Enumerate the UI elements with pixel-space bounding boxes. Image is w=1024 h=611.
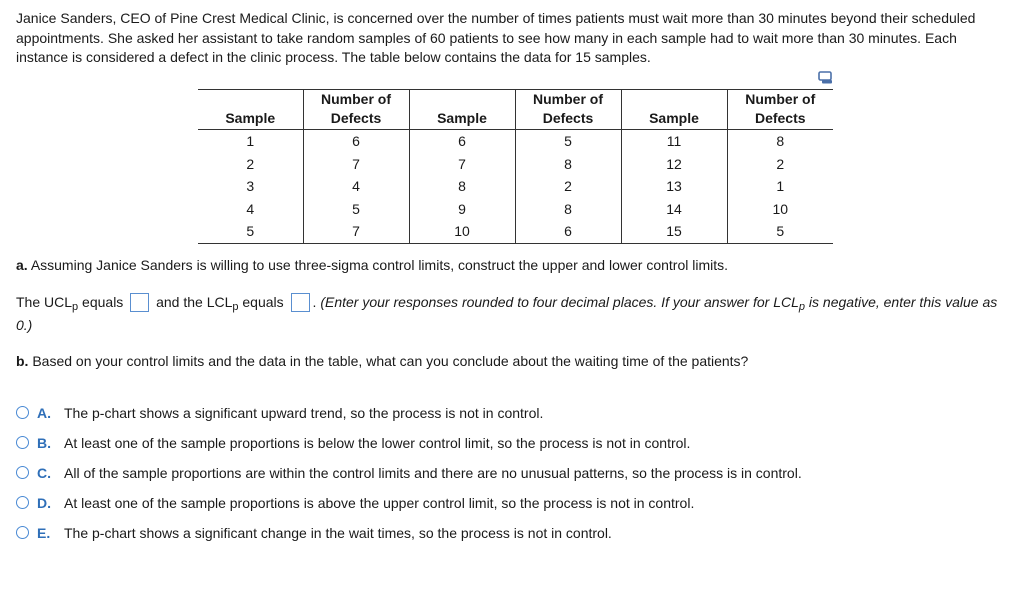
question-a-text: Assuming Janice Sanders is willing to use three-sigma control limits, construct the upper and lower control limits. [30, 257, 728, 273]
fill-text: . [312, 294, 321, 310]
header-defects-3: Number of Defects [727, 90, 833, 130]
question-b-label: b. [16, 353, 29, 369]
choice-text: At least one of the sample proportions is below the lower control limit, so the process is not in control. [64, 434, 691, 451]
table-cell: 8 [515, 198, 621, 221]
question-a [16, 256, 728, 274]
choice-b[interactable] [16, 428, 802, 458]
choice-letter: B. [37, 434, 51, 451]
table-cell: 1 [198, 130, 303, 153]
radio-button[interactable] [16, 436, 29, 449]
table-cell: 8 [515, 153, 621, 176]
table-cell: 5 [198, 220, 303, 243]
choice-d[interactable] [16, 488, 802, 518]
question-a-label: a. [16, 257, 28, 273]
ucl-input[interactable] [130, 293, 149, 312]
table-cell: 13 [621, 175, 727, 198]
table-cell: 2 [776, 155, 785, 172]
header-defects-1: Number of Defects [303, 90, 409, 130]
table-cell: 6 [409, 130, 515, 153]
choice-letter: A. [37, 404, 51, 421]
fill-text: equals [78, 294, 128, 310]
table-row [198, 220, 833, 243]
question-b-text: Based on your control limits and the data in the table, what can you conclude about the waiting time of the patients? [32, 353, 749, 369]
header-sample-2: Sample [409, 90, 515, 130]
problem-intro: Janice Sanders, CEO of Pine Crest Medical Clinic, is concerned over the number of times patients must wait more than 30 minutes beyond their scheduled appointments. She asked her assistant to take random samples of 60 patients to see how many in each sample had to wait more than 30 minutes. Each instance is considered a defect in the clinic process. The table below contains the data for 15 samples. [16, 10, 976, 65]
choice-text: The p-chart shows a significant upward trend, so the process is not in control. [64, 404, 544, 421]
fill-in-sentence [16, 291, 1012, 337]
table-cell: 6 [515, 220, 621, 243]
answer-choices [16, 398, 802, 547]
table-cell: 5 [515, 130, 621, 153]
table-cell: 8 [409, 175, 515, 198]
choice-letter: E. [37, 524, 51, 541]
header-sample-3: Sample [621, 90, 727, 130]
defects-table [198, 89, 833, 244]
copy-icon[interactable] [818, 71, 834, 85]
radio-button[interactable] [16, 496, 29, 509]
radio-button[interactable] [16, 406, 29, 419]
table-cell: 2 [515, 175, 621, 198]
table-cell: 8 [776, 133, 785, 149]
table-cell: 9 [409, 198, 515, 221]
radio-button[interactable] [16, 526, 29, 539]
table-cell: 7 [303, 220, 409, 243]
table-cell: 15 [621, 220, 727, 243]
fill-text: The UCL [16, 294, 73, 310]
header-defects-2: Number of Defects [515, 90, 621, 130]
header-sample-1: Sample [198, 90, 303, 130]
table-row [198, 153, 833, 176]
choice-text: The p-chart shows a significant change in the wait times, so the process is not in control. [64, 524, 612, 541]
fill-subscript: p [232, 301, 239, 313]
choice-text: At least one of the sample proportions is above the upper control limit, so the process is not in control. [64, 494, 695, 511]
choice-letter: D. [37, 494, 51, 511]
lcl-input[interactable] [291, 293, 310, 312]
radio-button[interactable] [16, 466, 29, 479]
choice-letter: C. [37, 464, 51, 481]
table-cell: 1 [776, 178, 785, 195]
table-cell: 4 [198, 198, 303, 221]
fill-text: and the LCL [152, 294, 233, 310]
table-cell: 4 [303, 175, 409, 198]
fill-text: equals [238, 294, 288, 310]
choice-e[interactable] [16, 518, 802, 548]
table-cell: 7 [409, 153, 515, 176]
instruction-note: (Enter your responses rounded to four decimal places. If your answer for $LCL_p$ is negative, enter this value as 0.) [16, 294, 998, 333]
table-cell: 12 [621, 153, 727, 176]
fill-subscript: p [72, 301, 79, 313]
table-cell: 6 [303, 130, 409, 153]
question-b [16, 352, 748, 370]
table-row [198, 198, 833, 221]
choice-c[interactable] [16, 458, 802, 488]
choice-text: All of the sample proportions are within the control limits and there are no unusual patterns, so the process is in control. [64, 464, 802, 481]
table-cell: 5 [303, 198, 409, 221]
table-row [198, 175, 833, 198]
table-cell: 14 [621, 198, 727, 221]
table-row [198, 130, 833, 153]
table-cell: 10 [772, 200, 789, 217]
table-cell: 10 [409, 220, 515, 243]
table-cell: 11 [621, 130, 727, 153]
table-cell: 2 [198, 153, 303, 176]
choice-a[interactable] [16, 398, 802, 428]
table-cell: 7 [303, 153, 409, 176]
table-cell: 3 [198, 175, 303, 198]
table-header-row [198, 90, 833, 130]
table-cell: 5 [727, 220, 833, 243]
